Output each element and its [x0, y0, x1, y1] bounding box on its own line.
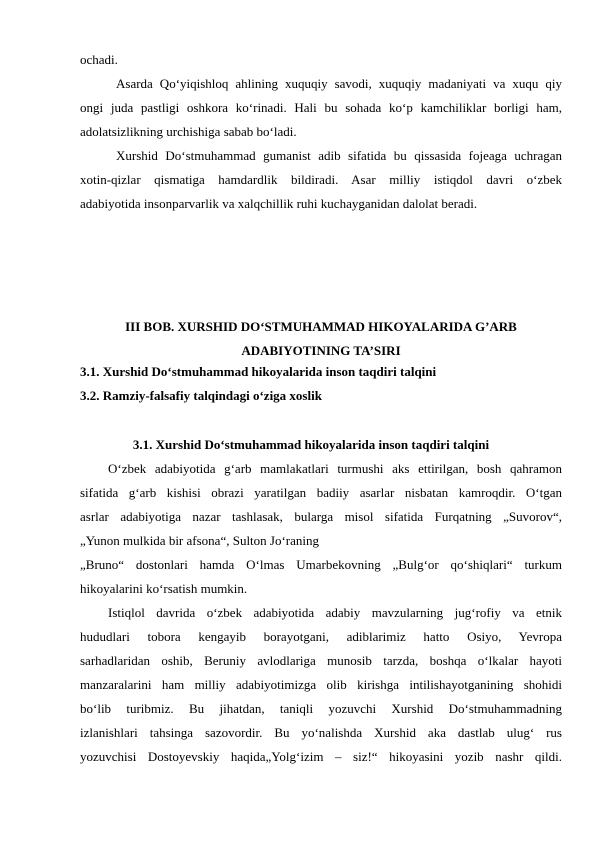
text-line: Asarda Qo‘yiqishloq ahlining xuquqiy savodi, xuquqiy madaniyati va xuqu qiy — [116, 76, 562, 91]
section-heading — [60, 433, 562, 457]
paragraph-legal-literacy — [80, 72, 562, 144]
text-line: ochadi. — [80, 52, 118, 67]
text-line: yozuvchisi Dostoyevskiy haqida„Yolg‘izim – siz!“ hikoyasini yozib nashr qildi. — [80, 749, 562, 764]
paragraph-western-themes — [80, 457, 562, 601]
text-line: xotin-qizlar qismatiga hamdardlik bildiradi. Asar milliy istiqdol davri o‘zbek — [80, 172, 562, 187]
text-line: Xurshid Do‘stmuhammad gumanist adib sifatida bu qissasida fojeaga uchragan — [116, 148, 562, 163]
chapter-title-line-2: ADABIYOTINING TA’SIRI — [241, 343, 401, 358]
text-line: adolatsizlikning urchishiga sabab bo‘ladi. — [80, 124, 297, 139]
chapter-title — [70, 315, 572, 363]
toc-item-3-1: 3.1. Xurshid Do‘stmuhammad hikoyalarida inson taqdiri talqini — [80, 364, 437, 379]
text-line: Istiqlol davrida o‘zbek adabiyotida adabiy mavzularning jug‘rofiy va etnik — [108, 605, 562, 620]
text-line: „Yunon mulkida bir afsona“, Sulton Jo‘raning — [80, 533, 320, 548]
paragraph-continuation — [80, 48, 562, 72]
text-line: manzaralarini ham milliy adabiyotimizga olib kirishga intilishayotganining shohidi — [80, 677, 562, 692]
paragraph-independence-era — [80, 601, 562, 769]
text-line: bo‘lib turibmiz. Bu jihatdan, taniqli yozuvchi Xurshid Do‘stmuhammadning — [80, 701, 562, 716]
text-line: hikoyalarini ko‘rsatish mumkin. — [80, 581, 248, 596]
text-line: sarhadlaridan oshib, Beruniy avlodlariga munosib tarzda, boshqa o‘lkalar hayoti — [80, 653, 562, 668]
text-line: adabiyotida insonparvarlik va xalqchillik ruhi kuchayganidan dalolat beradi. — [80, 196, 478, 211]
text-line: hududlari tobora kengayib borayotgani, adiblarimiz hatto Osiyo, Yevropa — [80, 629, 562, 644]
paragraph-humanist-author — [80, 144, 562, 216]
chapter-contents — [80, 360, 562, 408]
toc-item-3-2: 3.2. Ramziy-falsafiy talqindagi o‘ziga xoslik — [80, 388, 322, 403]
text-line: „Bruno“ dostonlari hamda O‘lmas Umarbekovning „Bulg‘or qo‘shiqlari“ turkum — [80, 557, 562, 572]
chapter-title-line-1: III BOB. XURSHID DO‘STMUHAMMAD HIKOYALARIDA G’ARB — [125, 319, 517, 334]
text-line: sifatida g‘arb kishisi obrazi yaratilgan badiiy asarlar nisbatan kamroqdir. O‘tgan — [80, 485, 562, 500]
text-line: asrlar adabiyotiga nazar tashlasak, bularga misol sifatida Furqatning „Suvorov“, — [80, 509, 562, 524]
text-line: izlanishlari tahsinga sazovordir. Bu yo‘nalishda Xurshid aka dastlab ulug‘ rus — [80, 725, 562, 740]
text-line: ongi juda pastligi oshkora ko‘rinadi. Hali bu sohada ko‘p kamchiliklar borligi ham, — [80, 100, 562, 115]
text-line: O‘zbek adabiyotida g‘arb mamlakatlari turmushi aks ettirilgan, bosh qahramon — [108, 461, 562, 476]
section-heading-text: 3.1. Xurshid Do‘stmuhammad hikoyalarida inson taqdiri talqini — [132, 437, 490, 452]
